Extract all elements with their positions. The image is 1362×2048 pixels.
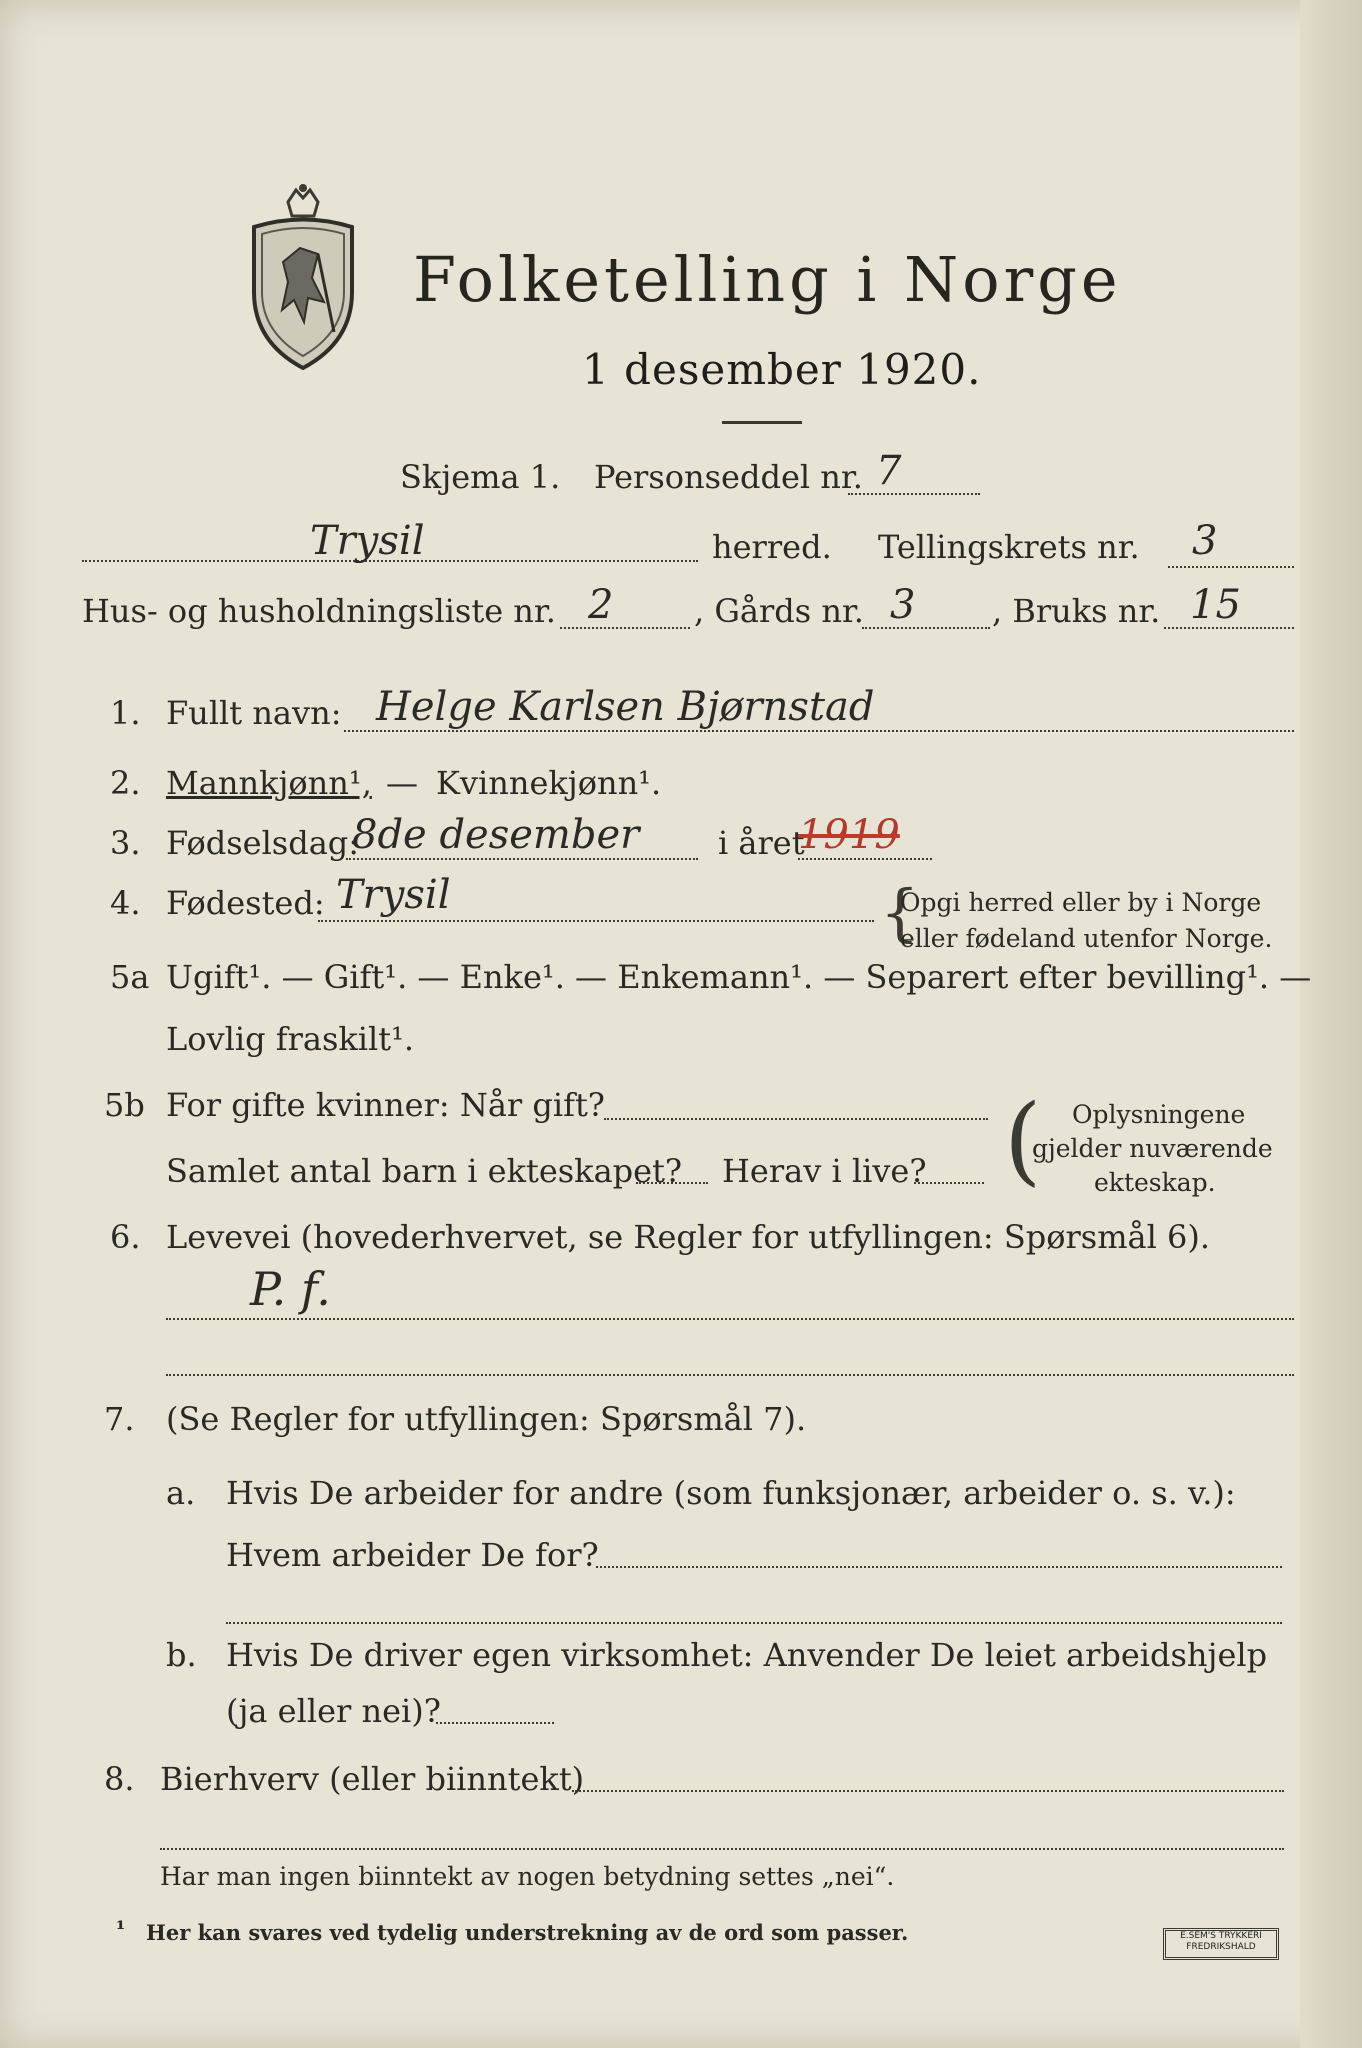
birthdate-field[interactable] [346, 858, 698, 860]
skjema-label: Skjema 1. [400, 458, 561, 496]
birthdate-value: 8de desember [352, 812, 640, 858]
form-date: 1 desember 1920. [582, 345, 982, 394]
occupation-field-1[interactable] [166, 1318, 1294, 1320]
personseddel-value: 7 [876, 448, 902, 494]
married-when-field[interactable] [604, 1118, 988, 1120]
occupation-field-2[interactable] [166, 1374, 1294, 1376]
herred-value: Trysil [310, 518, 425, 564]
tellingskrets-label: Tellingskrets nr. [878, 528, 1140, 566]
note-brace: { [880, 876, 920, 949]
personseddel-label: Personseddel nr. [594, 458, 863, 496]
footnote-text: Her kan svares ved tydelig understrekning av de ord som passer. [146, 1920, 909, 1945]
birth-year-field[interactable] [798, 858, 932, 860]
personseddel-field[interactable] [848, 493, 980, 495]
children-total-label: Samlet antal barn i ekteskapet? [166, 1152, 683, 1190]
marital-status-divorced-option[interactable]: Lovlig fraskilt¹. [166, 1020, 415, 1058]
q7b-number: b. [166, 1636, 197, 1674]
q5b-number: 5b [104, 1086, 145, 1124]
printer-stamp-line2: FREDRIKSHALD [1186, 1942, 1256, 1952]
q2-number: 2. [110, 764, 141, 802]
birth-year-label: i året [718, 824, 805, 862]
marriage-note-2: gjelder nuværende [1032, 1134, 1273, 1163]
hired-help-label: (ja eller nei)? [226, 1692, 441, 1730]
q5a-number: 5a [110, 958, 150, 996]
note-brace: ( [1004, 1084, 1042, 1196]
printer-stamp [1163, 1928, 1279, 1960]
herred-label: herred. [712, 528, 832, 566]
employer-field-2[interactable] [226, 1622, 1282, 1624]
q7b-question: Hvis De driver egen virksomhet: Anvender De leiet arbeidshjelp [226, 1636, 1268, 1674]
birth-year-value: 1919 [798, 812, 900, 858]
printer-stamp-line1: E.SEM'S TRYKKERI [1180, 1931, 1262, 1941]
married-when-label: For gifte kvinner: Når gift? [166, 1086, 605, 1124]
birthplace-note-2: eller fødeland utenfor Norge. [900, 924, 1273, 953]
employer-field[interactable] [596, 1566, 1282, 1568]
husholdningsliste-value: 2 [588, 582, 614, 628]
full-name-label: Fullt navn: [166, 694, 342, 732]
q7a-number: a. [166, 1474, 196, 1512]
occupation-label: Levevei (hovederhvervet, se Regler for utfyllingen: Spørsmål 6). [166, 1218, 1211, 1256]
hired-help-field[interactable] [436, 1722, 554, 1724]
q3-number: 3. [110, 824, 141, 862]
tellingskrets-value: 3 [1192, 518, 1218, 564]
q7a-question: Hvis De arbeider for andre (som funksjonær, arbeider o. s. v.): [226, 1474, 1236, 1512]
q7-number: 7. [104, 1400, 135, 1438]
children-alive-field[interactable] [914, 1182, 984, 1184]
side-income-label: Bierhverv (eller biinntekt) [160, 1760, 585, 1798]
birthplace-value: Trysil [336, 872, 451, 918]
children-total-field[interactable] [636, 1182, 708, 1184]
full-name-field[interactable] [344, 730, 1294, 732]
gards-label: , Gårds nr. [694, 592, 864, 630]
sex-female-option[interactable]: Kvinnekjønn¹. [436, 764, 662, 802]
sex-male-option[interactable]: Mannkjønn¹, [166, 764, 372, 802]
side-income-note: Har man ingen biinntekt av nogen betydning settes „nei“. [160, 1862, 895, 1891]
q8-number: 8. [104, 1760, 135, 1798]
coat-of-arms-icon [248, 182, 358, 372]
title-divider [722, 421, 802, 424]
full-name-value: Helge Karlsen Bjørnstad [376, 684, 875, 730]
marital-status-options[interactable]: Ugift¹. — Gift¹. — Enke¹. — Enkemann¹. — Separert efter bevilling¹. — [166, 958, 1312, 996]
gards-value: 3 [890, 582, 916, 628]
sex-separator: — [386, 764, 418, 802]
marriage-note-1: Oplysningene [1072, 1100, 1246, 1129]
q1-number: 1. [110, 694, 141, 732]
tellingskrets-field[interactable] [1168, 566, 1294, 568]
footnote-mark: ¹ [116, 1916, 126, 1941]
birthdate-label: Fødselsdag: [166, 824, 360, 862]
marriage-note-3: ekteskap. [1094, 1168, 1216, 1197]
bruks-label: , Bruks nr. [992, 592, 1161, 630]
birthplace-field[interactable] [318, 920, 874, 922]
husholdningsliste-field[interactable] [560, 627, 690, 629]
gards-field[interactable] [862, 627, 990, 629]
husholdningsliste-label: Hus- og husholdningsliste nr. [82, 592, 556, 630]
bleed-through-edge [1300, 0, 1362, 2048]
children-alive-label: Herav i live? [722, 1152, 927, 1190]
bruks-value: 15 [1190, 582, 1241, 628]
side-income-field-2[interactable] [160, 1848, 1284, 1850]
q4-number: 4. [110, 884, 141, 922]
employer-label: Hvem arbeider De for? [226, 1536, 599, 1574]
form-title: Folketelling i Norge [413, 243, 1122, 316]
q7-label: (Se Regler for utfyllingen: Spørsmål 7). [166, 1400, 807, 1438]
occupation-value: P. f. [250, 1262, 331, 1316]
birthplace-note-1: Opgi herred eller by i Norge [900, 888, 1262, 917]
birthplace-label: Fødested: [166, 884, 325, 922]
side-income-field[interactable] [572, 1790, 1284, 1792]
q6-number: 6. [110, 1218, 141, 1256]
